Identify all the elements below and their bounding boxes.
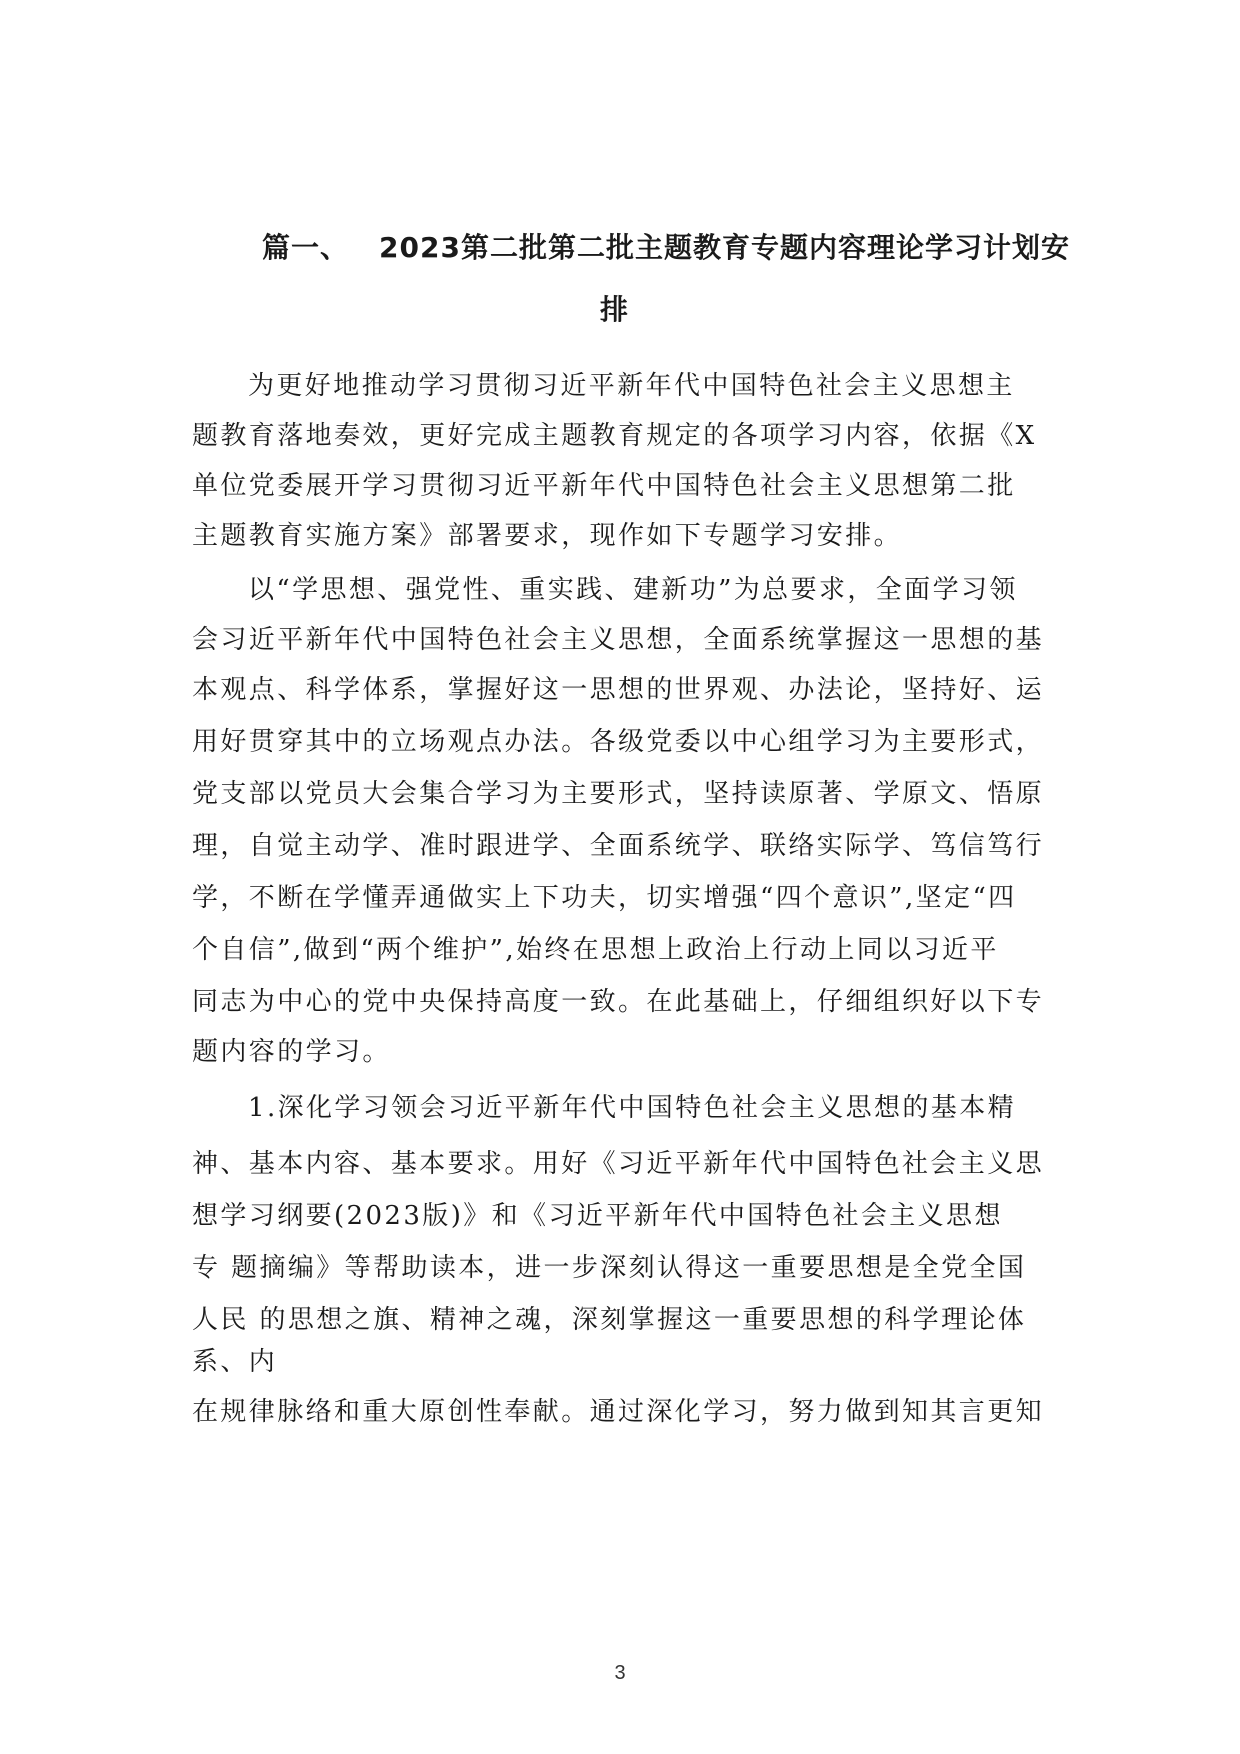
paragraph-line: 人民 的思想之旗、精神之魂，深刻掌握这一重要思想的科学理论体	[192, 1305, 1027, 1335]
paragraph-line: 会习近平新年代中国特色社会主义思想，全面系统掌握这一思想的基	[192, 625, 1045, 655]
paragraph-line: 用好贯穿其中的立场观点办法。各级党委以中心组学习为主要形式，	[192, 727, 1045, 757]
paragraph-line: 1.深化学习领会习近平新年代中国特色社会主义思想的基本精	[248, 1093, 1017, 1123]
title-prefix: 篇一、	[262, 231, 350, 264]
paragraph-line: 为更好地推动学习贯彻习近平新年代中国特色社会主义思想主	[248, 371, 1015, 401]
paragraph-line: 单位党委展开学习贯彻习近平新年代中国特色社会主义思想第二批	[192, 471, 1016, 501]
paragraph-line: 想学习纲要(2023版)》和《习近平新年代中国特色社会主义思想	[192, 1201, 1003, 1231]
page-number: 3	[614, 1662, 626, 1684]
paragraph-line: 理，自觉主动学、准时跟进学、全面系统学、联络实际学、笃信笃行	[192, 831, 1045, 861]
paragraph-line: 同志为中心的党中央保持高度一致。在此基础上，仔细组织好以下专	[192, 987, 1045, 1017]
paragraph-line: 神、基本内容、基本要求。用好《习近平新年代中国特色社会主义思	[192, 1149, 1045, 1179]
paragraph-line: 党支部以党员大会集合学习为主要形式，坚持读原著、学原文、悟原	[192, 779, 1045, 809]
paragraph-line: 专 题摘编》等帮助读本，进一步深刻认得这一重要思想是全党全国	[192, 1253, 1027, 1283]
paragraph-line: 个自信”,做到“两个维护”,始终在思想上政治上行动上同以习近平	[192, 935, 999, 965]
paragraph-line: 本观点、科学体系，掌握好这一思想的世界观、办法论，坚持好、运	[192, 675, 1045, 705]
document-title	[262, 228, 1142, 268]
paragraph-line: 在规律脉络和重大原创性奉献。通过深化学习，努力做到知其言更知	[192, 1397, 1045, 1427]
paragraph-line: 题教育落地奏效，更好完成主题教育规定的各项学习内容，依据《X	[192, 421, 1037, 451]
title-main: 2023第二批第二批主题教育专题内容理论学习计划安	[379, 231, 1070, 264]
paragraph-line: 题内容的学习。	[192, 1037, 391, 1067]
paragraph-line: 主题教育实施方案》部署要求，现作如下专题学习安排。	[192, 521, 903, 551]
paragraph-line: 以“学思想、强党性、重实践、建新功”为总要求，全面学习领	[248, 575, 1018, 605]
document-title-continued: 排	[600, 293, 629, 326]
paragraph-line: 学，不断在学懂弄通做实上下功夫，切实增强“四个意识”,坚定“四	[192, 883, 1017, 913]
paragraph-line: 系、内	[192, 1347, 278, 1377]
